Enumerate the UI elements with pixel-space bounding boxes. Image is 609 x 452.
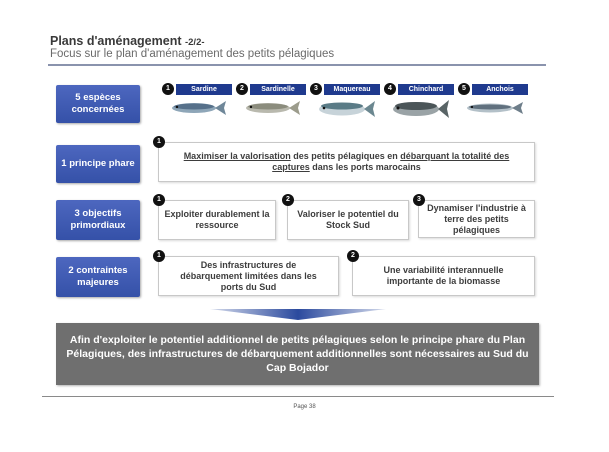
principle-label: 1 principe phare [56,145,140,183]
objective-text: Dynamiser l'industrie à terre des petits pélagiques [427,202,526,235]
page-title [50,34,205,48]
page-subtitle: Focus sur le plan d'aménagement des petits pélagiques [50,48,335,60]
number-badge: 1 [153,136,165,148]
constraint-box-1 [157,252,339,296]
fish-icon [462,97,524,119]
species-item-sardine [162,82,232,122]
species-name: Sardinelle [250,84,306,95]
number-badge: 2 [282,194,294,206]
principle-text-2: dans les ports marocains [309,162,421,172]
down-arrow-icon [210,307,386,321]
number-badge: 2 [347,250,359,262]
species-name: Chinchard [398,84,454,95]
objective-text: Exploiter durablement la ressource [164,209,270,230]
number-badge: 3 [413,194,425,206]
fish-icon [388,97,450,119]
number-badge: 4 [384,83,396,95]
objective-box-1 [157,196,276,240]
page-title-suffix: -2/2- [184,37,205,48]
fish-icon [240,97,302,119]
species-item-chinchard [384,82,454,122]
species-item-sardinelle [236,82,306,122]
constraints-label: 2 contraintes majeures [56,257,140,297]
number-badge: 5 [458,83,470,95]
objectives-label: 3 objectifs primordiaux [56,200,140,240]
title-divider [48,64,546,66]
page-number: Page 38 [293,404,316,410]
species-name: Maquereau [324,84,380,95]
species-label: 5 espèces concernées [56,85,140,123]
constraint-box-2 [351,252,535,296]
objective-text: Valoriser le potentiel du Stock Sud [297,209,399,230]
principle-underline-2: débarquant la totalité des captures [272,151,510,172]
constraint-text: Des infrastructures de débarquement limitées dans les ports du Sud [180,259,317,292]
species-item-anchois [458,82,528,122]
fish-icon [166,97,228,119]
principle-text [169,151,524,173]
page-title-text: Plans d'aménagement [50,34,182,48]
number-badge: 1 [153,194,165,206]
principle-text-1: des petits pélagiques en [290,151,401,161]
constraint-text: Une variabilité interannuelle importante de la biomasse [383,265,504,286]
objective-box-3 [417,196,535,238]
principle-underline-1: Maximiser la valorisation [183,151,291,161]
number-badge: 1 [162,83,174,95]
conclusion-text: Afin d'exploiter le potentiel additionnel de petits pélagiques selon le principe phare du Plan Pélagiques, des infrastructures de débarquement additionnelles sont nécessaires au Sud du Cap Bojador [66,334,529,374]
number-badge: 1 [153,250,165,262]
number-badge: 3 [310,83,322,95]
footer-divider [42,396,554,397]
species-name: Anchois [472,84,528,95]
species-item-maquereau [310,82,380,122]
conclusion-banner [56,323,539,385]
fish-icon [314,97,376,119]
number-badge: 2 [236,83,248,95]
species-panel [158,82,530,122]
species-name: Sardine [176,84,232,95]
principle-box [157,138,535,182]
objective-box-2 [286,196,409,240]
